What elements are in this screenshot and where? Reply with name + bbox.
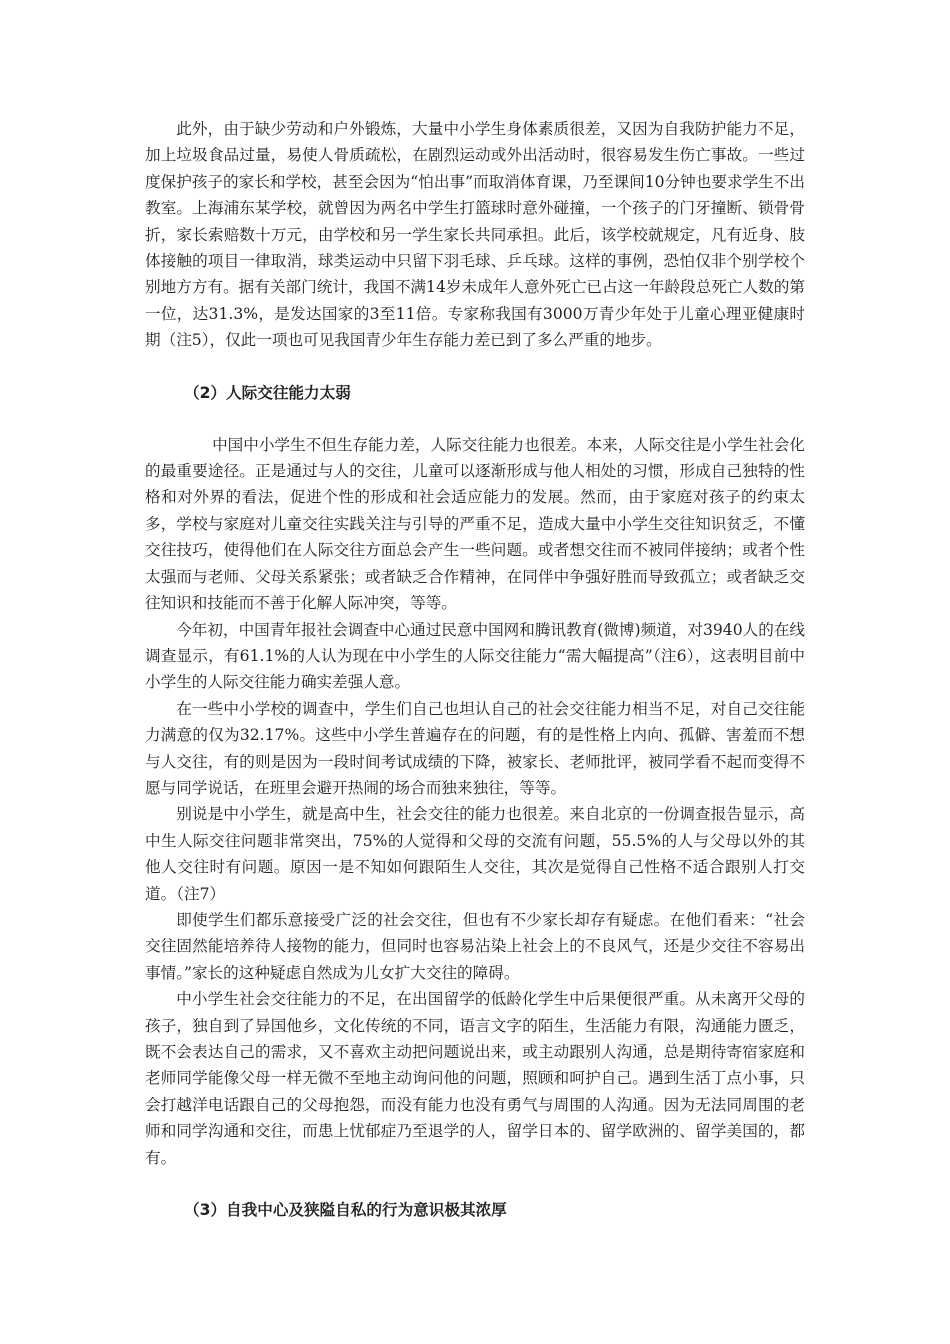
- intro-paragraph: 此外，由于缺少劳动和户外锻炼，大量中小学生身体素质很差，又因为自我防护能力不足，加上垃圾食品过量，易使人骨质疏松，在剧烈运动或外出活动时，很容易发生伤亡事故。一些过度保护孩子的家长和学校，甚至会因为“怕出事”而取消体育课，乃至课间10分钟也要求学生不出教室。上海浦东某学校，就曾因为两名中学生打篮球时意外碰撞，一个孩子的门牙撞断、锁骨骨折，家长索赔数十万元，由学校和另一学生家长共同承担。此后，该学校就规定，凡有近身、肢体接触的项目一律取消，球类运动中只留下羽毛球、乒乓球。这样的事例，恐怕仅非个别学校个别地方方有。据有关部门统计，我国不满14岁未成年人意外死亡已占这一年龄段总死亡人数的第一位，达31.3%，是发达国家的3至11倍。专家称我国有3000万青少年处于儿童心理亚健康时期（注5），仅此一项也可见我国青少年生存能力差已到了多么严重的地步。: [145, 120, 805, 350]
- spacer: [145, 406, 805, 432]
- section-heading-3: （3）自我中心及狭隘自私的行为意识极其浓厚: [184, 1201, 507, 1220]
- section2-paragraph-2: 今年初，中国青年报社会调查中心通过民意中国网和腾讯教育(微博)频道，对3940人的在线调查显示，有61.1%的人认为现在中小学生的人际交往能力“需大幅提高”（注6），这表明目前中小学生的人际交往能力确实差强人意。: [145, 620, 806, 692]
- section2-paragraph-5: 即使学生们都乐意接受广泛的社会交往，但也有不少家长却存有疑虑。在他们看来：“社会交往固然能培养待人接物的能力，但同时也容易沾染上社会上的不良风气，还是少交往不容易出事情。”家长的这种疑虑自然成为儿女扩大交往的障碍。: [145, 910, 805, 982]
- spacer: [145, 1171, 805, 1197]
- spacer: [145, 354, 805, 380]
- section2-paragraph-1: 中国中小学生不但生存能力差，人际交往能力也很差。本来，人际交往是小学生社会化的最重要途径。正是通过与人的交往，儿童可以逐渐形成与他人相处的习惯，形成自己独特的性格和对外界的看法，促进个性的形成和社会适应能力的发展。然而，由于家庭对孩子的约束太多，学校与家庭对儿童交往实践关注与引导的严重不足，造成大量中小学生交往知识贫乏，不懂交往技巧，使得他们在人际交往方面总会产生一些问题。或者想交往而不被同伴接纳；或者个性太强而与老师、父母关系紧张；或者缺乏合作精神，在同伴中争强好胜而导致孤立；或者缺乏交往知识和技能而不善于化解人际冲突，等等。: [145, 435, 805, 613]
- section2-paragraph-4: 别说是中小学生，就是高中生，社会交往的能力也很差。来自北京的一份调查报告显示，高中生人际交往问题非常突出，75%的人觉得和父母的交流有问题，55.5%的人与父母以外的其他人交往时有问题。原因一是不知如何跟陌生人交往，其次是觉得自己性格不适合跟别人打交道。（注7）: [145, 805, 805, 903]
- document-page: [145, 116, 805, 1223]
- section2-paragraph-3: 在一些中小学校的调查中，学生们自己也坦认自己的社会交往能力相当不足，对自己交往能力满意的仅为32.17%。这些中小学生普遍存在的问题，有的是性格上内向、孤僻、害羞而不想与人交往，有的则是因为一段时间考试成绩的下降，被家长、老师批评，被同学看不起而变得不愿与同学说话，在班里会避开热闹的场合而独来独往，等等。: [145, 699, 805, 797]
- section-heading-2: （2）人际交往能力太弱: [184, 383, 351, 402]
- section2-paragraph-6: 中小学生社会交往能力的不足，在出国留学的低龄化学生中后果便很严重。从未离开父母的孩子，独自到了异国他乡，文化传统的不同，语言文字的陌生，生活能力有限，沟通能力匮乏，既不会表达自己的需求，又不喜欢主动把问题说出来，或主动跟别人沟通，总是期待寄宿家庭和老师同学能像父母一样无微不至地主动询问他的问题，照顾和呵护自己。遇到生活丁点小事，只会打越洋电话跟自己的父母抱怨，而没有能力也没有勇气与周围的人沟通。因为无法同周围的老师和同学沟通和交往，而患上忧郁症乃至退学的人，留学日本的、留学欧洲的、留学美国的，都有。: [145, 990, 805, 1167]
